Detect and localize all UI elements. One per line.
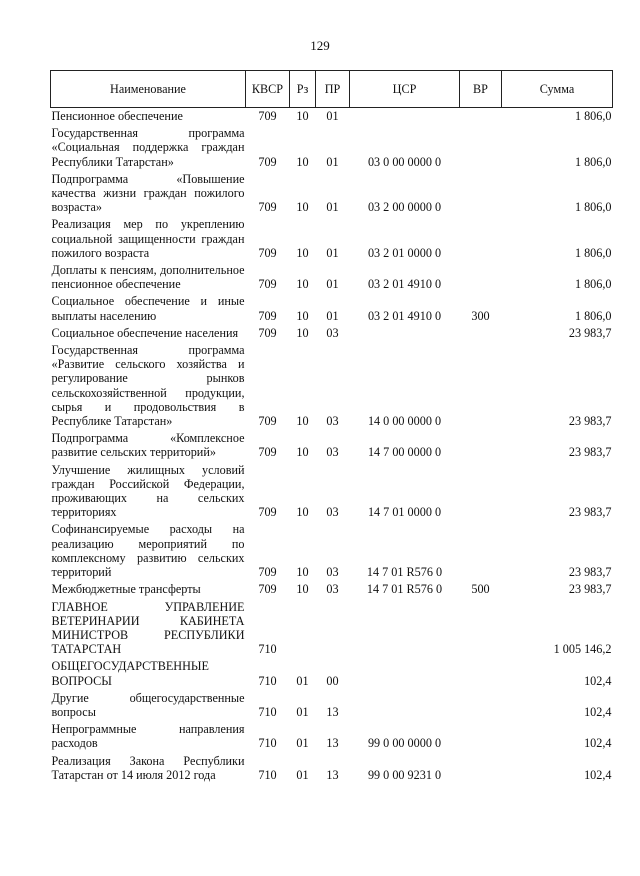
cell-name: Другие общегосударственные вопросы [51,690,245,719]
cell-rz: 01 [296,704,309,719]
cell-name: Софинансируемые расходы на реализацию мероприятий по комплексному развитию сельских территорий [51,522,245,580]
cell-sum: 102,4 [584,736,612,751]
cell-csr: 14 7 01 0000 0 [367,505,442,520]
cell-vr [460,108,502,126]
table-row [51,293,613,324]
cell-vr: 300 [471,308,490,323]
table-row [51,521,613,581]
cell-vr [460,216,502,262]
cell-rz: 10 [296,245,309,260]
cell-pr: 03 [326,325,339,340]
cell-name: Подпрограмма «Повышение качества жизни граждан пожилого возраста» [51,171,245,215]
cell-sum: 1 806,0 [574,154,612,169]
cell-sum: 23 983,7 [568,582,612,597]
cell-sum: 1 806,0 [574,245,612,260]
cell-kvsr: 709 [258,200,277,215]
table-row [51,108,613,126]
cell-rz: 10 [296,308,309,323]
header-csr: ЦСР [350,71,460,108]
cell-rz: 10 [296,582,309,597]
cell-kvsr: 709 [258,308,277,323]
cell-name: Межбюджетные трансферты [51,582,201,597]
cell-csr [350,658,460,689]
cell-name: Государственная программа «Развитие сельского хозяйства и регулирование рынков сельскохозяйственной продукции, сырья и продовольствия в Республике Татарстан» [51,343,245,429]
cell-csr: 03 2 01 4910 0 [367,277,442,292]
cell-kvsr: 710 [258,736,277,751]
cell-sum: 23 983,7 [568,325,612,340]
cell-pr: 03 [326,505,339,520]
cell-vr [460,171,502,217]
header-name: Наименование [51,71,246,108]
table-row [51,262,613,293]
cell-sum: 102,4 [584,767,612,782]
table-row [51,171,613,217]
header-kvsr: КВСР [246,71,290,108]
cell-csr: 03 2 00 0000 0 [367,200,442,215]
cell-rz: 10 [296,109,309,123]
cell-vr [460,325,502,342]
cell-rz: 01 [296,673,309,688]
cell-csr: 03 2 01 0000 0 [367,245,442,260]
cell-kvsr: 709 [258,277,277,292]
cell-pr: 01 [326,154,339,169]
cell-csr: 14 0 00 0000 0 [367,414,442,429]
cell-rz: 10 [296,277,309,292]
cell-kvsr: 709 [258,582,277,597]
cell-rz: 10 [296,325,309,340]
cell-name: Реализация Закона Республики Татарстан от 14 июля 2012 года [51,753,245,782]
cell-vr [460,658,502,689]
cell-vr [460,342,502,430]
cell-kvsr: 709 [258,154,277,169]
cell-pr [316,599,350,659]
cell-pr: 13 [326,767,339,782]
cell-name: ГЛАВНОЕ УПРАВЛЕНИЕ ВЕТЕРИНАРИИ КАБИНЕТА МИНИСТРОВ РЕСПУБЛИКИ ТАТАРСТАН [51,599,245,657]
cell-csr: 14 7 00 0000 0 [367,445,442,460]
cell-pr: 13 [326,704,339,719]
cell-kvsr: 709 [258,325,277,340]
cell-rz: 10 [296,414,309,429]
cell-rz: 01 [296,767,309,782]
cell-rz: 10 [296,565,309,580]
cell-sum: 23 983,7 [568,565,612,580]
cell-kvsr: 710 [258,642,277,657]
header-vr: ВР [460,71,502,108]
cell-csr [350,108,460,126]
table-row [51,599,613,659]
cell-pr: 01 [326,109,339,123]
table-row [51,658,613,689]
header-pr: ПР [316,71,350,108]
cell-kvsr: 710 [258,767,277,782]
table-row [51,753,613,784]
cell-kvsr: 709 [258,245,277,260]
cell-pr: 01 [326,245,339,260]
cell-csr: 99 0 00 9231 0 [367,767,442,782]
cell-csr [350,599,460,659]
cell-csr: 14 7 01 R576 0 [366,582,443,597]
table-row [51,721,613,752]
cell-pr: 03 [326,414,339,429]
cell-sum: 1 005 146,2 [553,642,612,657]
cell-csr [350,690,460,721]
cell-sum: 23 983,7 [568,445,612,460]
cell-name: Социальное обеспечение населения [51,325,239,340]
cell-name: Государственная программа «Социальная поддержка граждан Республики Татарстан» [51,126,245,169]
cell-sum: 1 806,0 [574,109,612,123]
cell-name: Доплаты к пенсиям, дополнительное пенсионное обеспечение [51,263,245,292]
cell-pr: 03 [326,445,339,460]
cell-kvsr: 710 [258,704,277,719]
cell-sum: 1 806,0 [574,200,612,215]
cell-vr [460,462,502,522]
page-number: 129 [310,38,330,53]
table-row [51,462,613,522]
cell-name: Улучшение жилищных условий граждан Российской Федерации, проживающих на сельских территориях [51,462,245,520]
cell-pr: 03 [326,582,339,597]
table-row [51,216,613,262]
cell-kvsr: 710 [258,673,277,688]
table-row [51,581,613,598]
cell-rz: 10 [296,200,309,215]
cell-kvsr: 709 [258,414,277,429]
cell-sum: 102,4 [584,673,612,688]
cell-csr: 03 0 00 0000 0 [367,154,442,169]
budget-table [50,70,613,784]
cell-vr: 500 [471,582,490,597]
cell-sum: 23 983,7 [568,414,612,429]
cell-sum: 1 806,0 [574,308,612,323]
cell-rz: 10 [296,445,309,460]
cell-sum: 102,4 [584,704,612,719]
table-row [51,690,613,721]
cell-name: Социальное обеспечение и иные выплаты населению [51,294,245,323]
cell-csr [350,325,460,342]
cell-rz: 10 [296,154,309,169]
cell-kvsr: 709 [258,445,277,460]
cell-vr [460,599,502,659]
cell-vr [460,690,502,721]
table-body [51,108,613,784]
cell-kvsr: 709 [258,109,277,123]
table-header-row [51,71,613,108]
cell-csr: 99 0 00 0000 0 [367,736,442,751]
cell-csr: 03 2 01 4910 0 [367,308,442,323]
header-rz: Рз [290,71,316,108]
cell-sum: 23 983,7 [568,505,612,520]
table-row [51,342,613,430]
header-sum: Сумма [502,71,613,108]
cell-pr: 00 [326,673,339,688]
table-row [51,325,613,342]
cell-rz: 01 [296,736,309,751]
cell-pr: 03 [326,565,339,580]
cell-vr [460,262,502,293]
cell-vr [460,125,502,171]
cell-name: ОБЩЕГОСУДАРСТВЕННЫЕ ВОПРОСЫ [51,659,209,688]
cell-kvsr: 709 [258,565,277,580]
table-row [51,430,613,461]
cell-pr: 01 [326,308,339,323]
cell-pr: 13 [326,736,339,751]
cell-name: Реализация мер по укреплению социальной защищенности граждан пожилого возраста [51,217,245,260]
cell-name: Подпрограмма «Комплексное развитие сельских территорий» [51,431,245,460]
cell-vr [460,430,502,461]
table-row [51,125,613,171]
cell-pr: 01 [326,277,339,292]
cell-rz [290,599,316,659]
cell-pr: 01 [326,200,339,215]
cell-sum: 1 806,0 [574,277,612,292]
cell-vr [460,753,502,784]
cell-vr [460,721,502,752]
cell-vr [460,521,502,581]
cell-name: Непрограммные направления расходов [51,722,245,751]
cell-kvsr: 709 [258,505,277,520]
cell-csr: 14 7 01 R576 0 [366,565,443,580]
cell-name: Пенсионное обеспечение [51,109,183,123]
cell-rz: 10 [296,505,309,520]
